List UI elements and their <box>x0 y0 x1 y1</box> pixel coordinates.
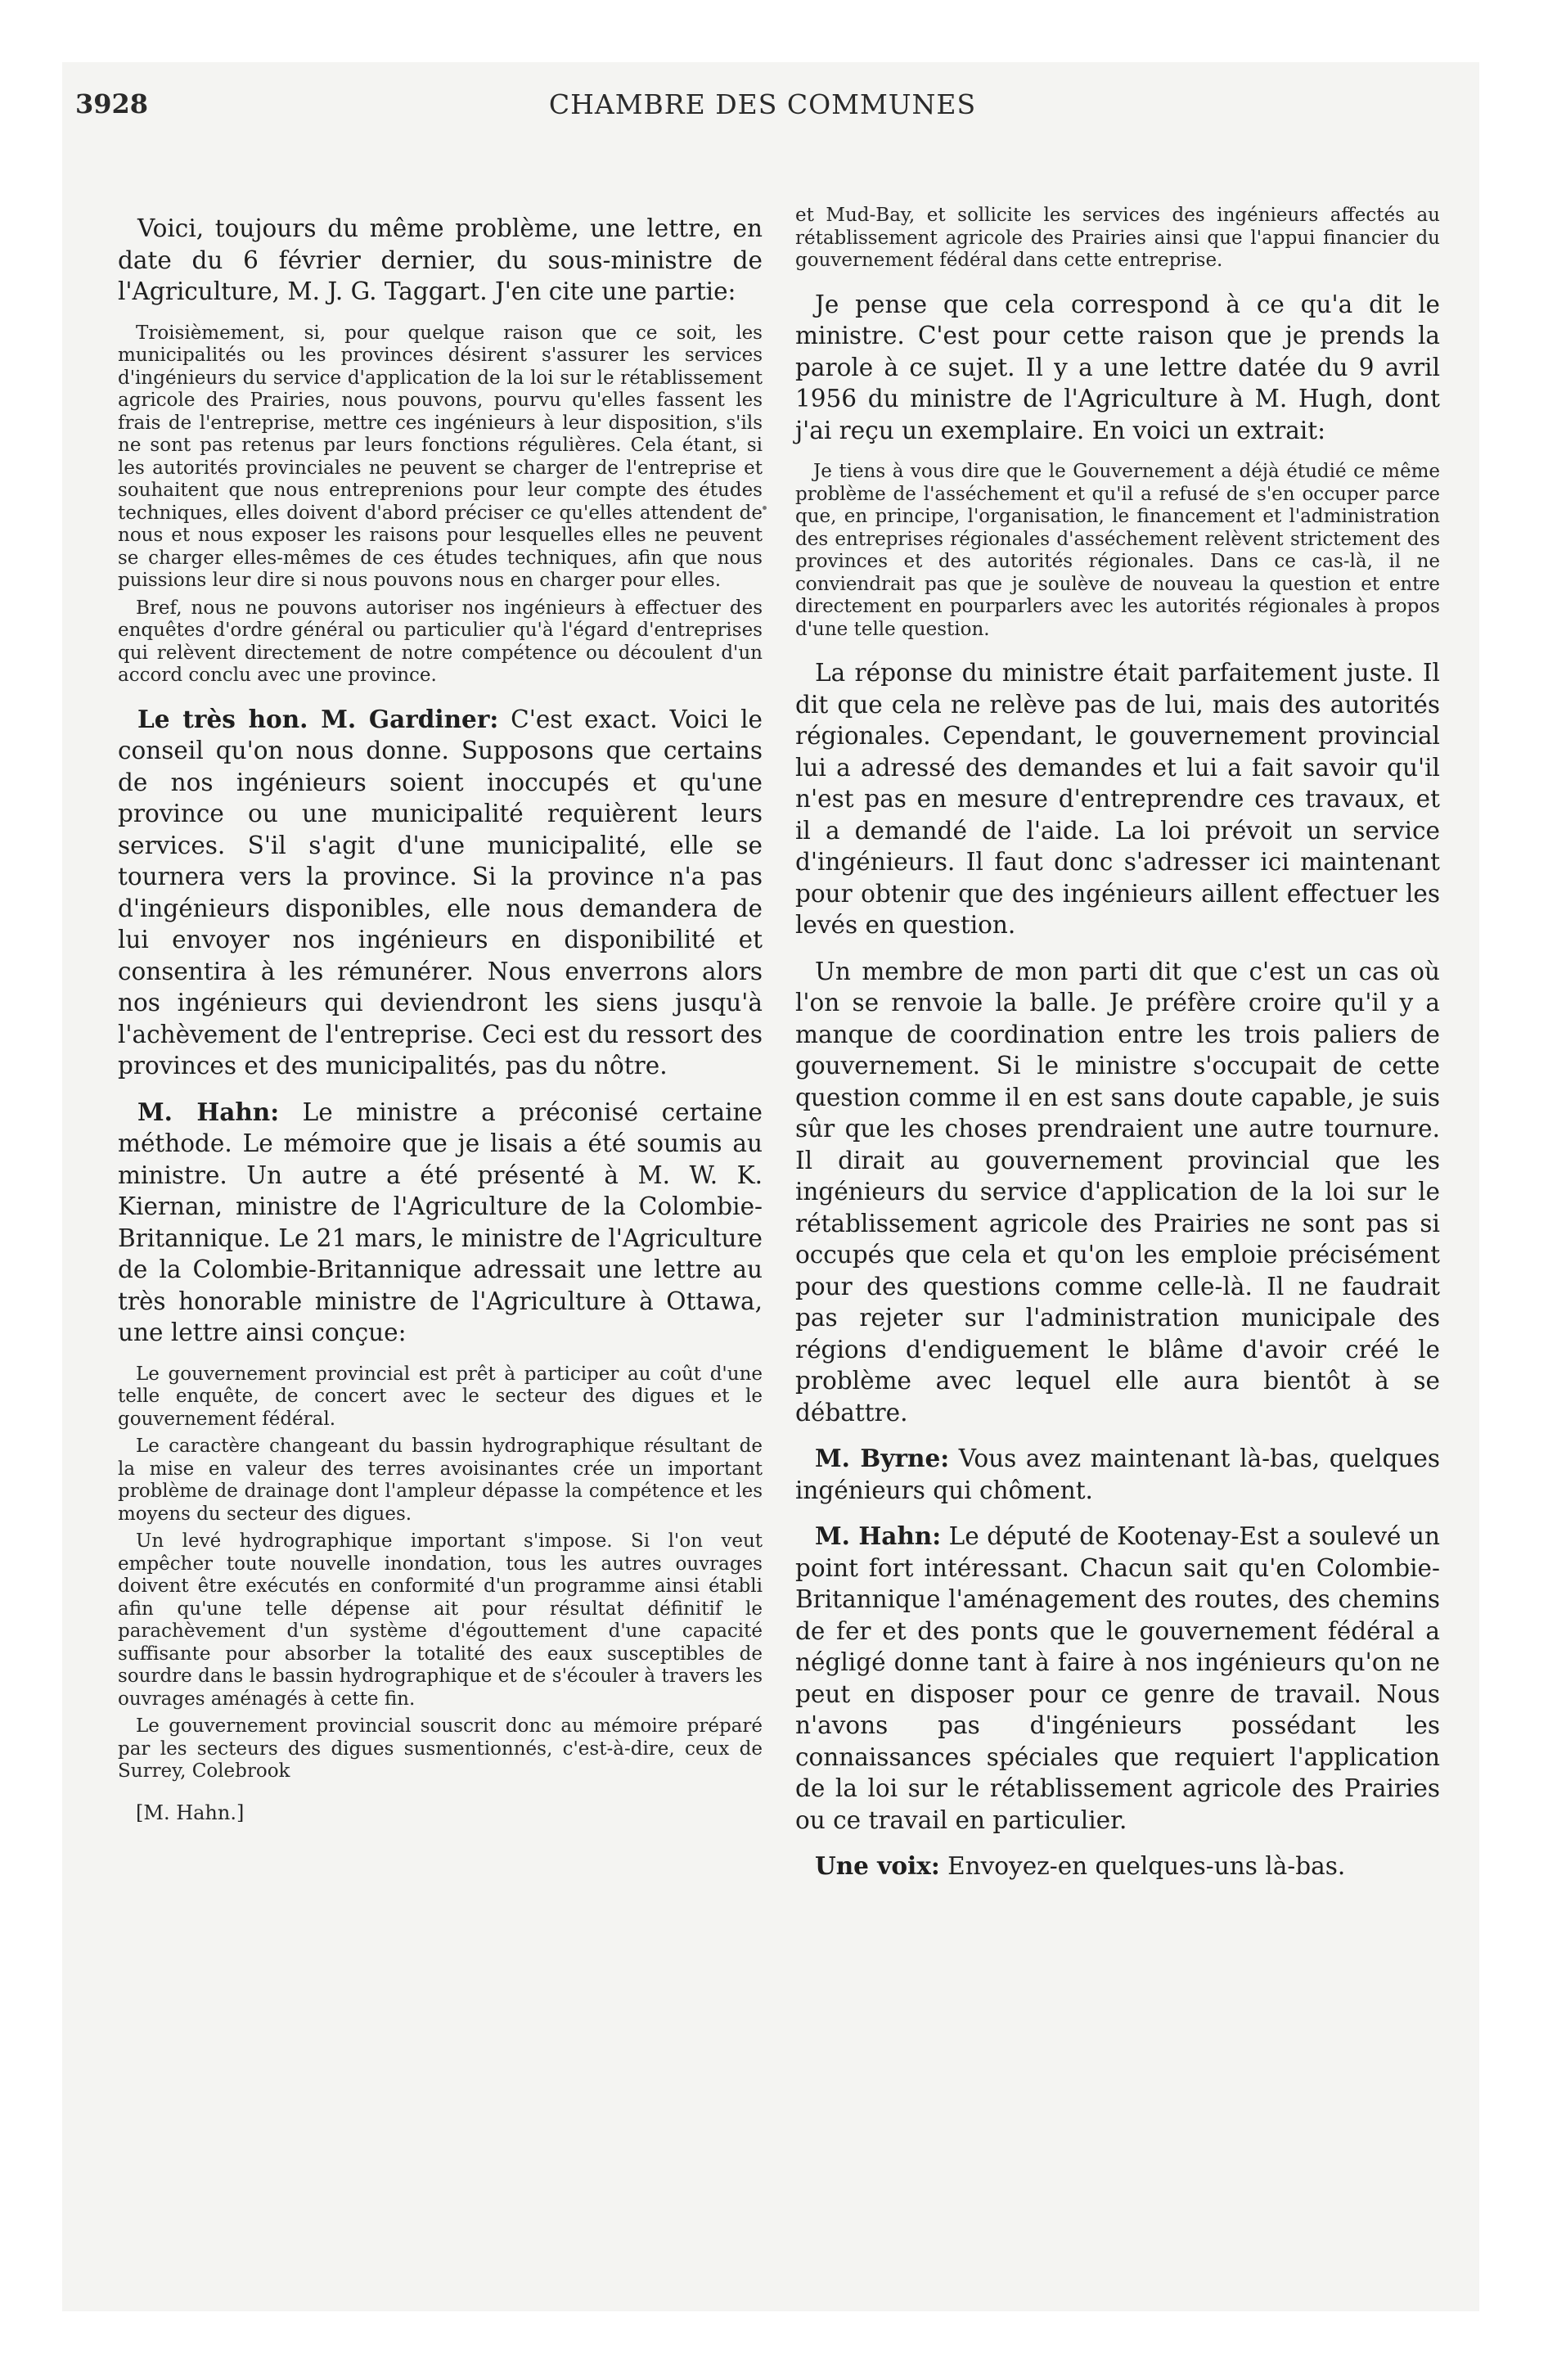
speech-paragraph <box>795 1850 1440 1882</box>
paragraph: Voici, toujours du même problème, une lettre, en date du 6 février dernier, du sous-ministre de l'Agriculture, M. J. G. Taggart. J'en cite une partie: <box>118 214 763 305</box>
paragraph: Un membre de mon parti dit que c'est un cas où l'on se renvoie la balle. Je préfère croire qu'il y a manque de coordination entre les trois paliers de gouvernement. Si le ministre s'occupait de cette question comme il en est sans doute capable, je suis sûr que les choses prendraient une autre tournure. Il dirait au gouvernement provincial que les ingénieurs du service d'application de la loi sur le rétablissement agricole des Prairies ne sont pas si occupés que cela et qu'on les emploie précisément pour des questions comme celle-là. Il ne faudrait pas rejeter sur l'administration municipale des régions d'endiguement le blâme d'avoir créé le problème avec lequel elle aura bientôt à se débattre. <box>795 957 1440 1427</box>
quoted-letter-paragraph: Bref, nous ne pouvons autoriser nos ingénieurs à effectuer des enquêtes d'ordre général ou particulier qu'à l'égard d'entreprises qui relèvent directement de notre compétence ou découlent d'un accord conclu avec une province. <box>118 597 763 686</box>
speech-text: Vous avez maintenant là-bas, quelques ingénieurs qui chôment. <box>795 1445 1440 1504</box>
speech-text: Le député de Kootenay-Est a soulevé un point fort intéressant. Chacun sait qu'en Colombie-Britannique l'aménagement des routes, des chemins de fer et des ponts que le gouvernement fédéral a négligé donne tant à faire à nos ingénieurs qu'on ne peut en disposer pour ce genre de travail. Nous n'avons pas d'ingénieurs possédant les connaissances spéciales que requiert l'application de la loi sur le rétablissement agricole des Prairies ou ce travail en particulier. <box>795 1522 1440 1834</box>
speaker-attribution: [M. Hahn.] <box>136 1801 245 1824</box>
quoted-letter-paragraph: Le caractère changeant du bassin hydrographique résultant de la mise en valeur des terres avoisinantes crée un important problème de drainage dont l'ampleur dépasse la compétence et les moyens du secteur des digues. <box>118 1436 763 1525</box>
speaker-name: M. Byrne: <box>815 1444 950 1472</box>
speaker-name: Le très hon. M. Gardiner: <box>137 704 499 733</box>
page-header <box>75 88 1450 137</box>
speech-text: Le ministre a préconisé certaine méthode. Le mémoire que je lisais a été soumis au ministre. Un autre a été présenté à M. W. K. Kiernan, ministre de l'Agriculture de la Colombie-Britannique. Le 21 mars, le ministre de l'Agriculture de la Colombie-Britannique adressait une lettre au très honorable ministre de l'Agriculture à Ottawa, une lettre ainsi conçue: <box>118 1098 763 1346</box>
speech-paragraph <box>118 1097 763 1349</box>
running-title: CHAMBRE DES COMMUNES <box>548 88 977 120</box>
quoted-letter-paragraph: Le gouvernement provincial souscrit donc au mémoire préparé par les secteurs des digues susmentionnés, c'est-à-dire, ceux de Surrey, Colebrook <box>118 1715 763 1782</box>
quoted-letter-paragraph: Un levé hydrographique important s'impose. Si l'on veut empêcher toute nouvelle inondation, tous les autres ouvrages doivent être exécutés en conformité d'un programme ainsi établi afin qu'une telle dépense ait pour résultat définitif le parachèvement d'un système d'égouttement d'une capacité suffisante pour absorber la totalité des eaux susceptibles de sourdre dans le bassin hydrographique et de s'écouler à travers les ouvrages aménagés à cette fin. <box>118 1530 763 1710</box>
speech-paragraph <box>795 1521 1440 1836</box>
quoted-letter-paragraph: Je tiens à vous dire que le Gouvernement a déjà étudié ce même problème de l'asséchement et qu'il a refusé de s'en occuper parce que, en principe, l'organisation, le financement et l'administration des entreprises régionales d'asséchement relèvent strictement des provinces et des autorités régionales. Dans ce cas-là, il ne conviendrait pas que je soulève de nouveau la question et entre directement en pourparlers avec les autorités régionales à propos d'une telle question. <box>795 461 1440 640</box>
speaker-name: M. Hahn: <box>137 1097 280 1126</box>
left-column <box>118 213 763 1824</box>
page-number: 3928 <box>75 88 149 119</box>
speaker-name: M. Hahn: <box>815 1521 942 1550</box>
paragraph: La réponse du ministre était parfaitement juste. Il dit que cela ne relève pas de lui, mais des autorités régionales. Cependant, le gouvernement provincial lui a adressé des demandes et lui a fait savoir qu'il n'est pas en mesure d'entreprendre ces travaux, et il a demandé de l'aide. La loi prévoit un service d'ingénieurs. Il faut donc s'adresser ici maintenant pour obtenir que des ingénieurs aillent effectuer les levés en question. <box>795 659 1440 939</box>
speaker-name: Une voix: <box>815 1851 940 1880</box>
speech-text: Envoyez-en quelques-uns là-bas. <box>939 1852 1346 1880</box>
speech-text: C'est exact. Voici le conseil qu'on nous donne. Supposons que certains de nos ingénieurs soient inoccupés et qu'une province ou une municipalité requièrent leurs services. S'il s'agit d'une municipalité, elle se tournera vers la province. Si la province n'a pas d'ingénieurs disponibles, elle nous demandera de lui envoyer nos ingénieurs en disponibilité et consentira à les rémunérer. Nous enverrons alors nos ingénieurs qui deviendront les siens jusqu'à l'achèvement de l'entreprise. Ceci est du ressort des provinces et des municipalités, pas du nôtre. <box>118 705 763 1080</box>
quoted-letter-paragraph: et Mud-Bay, et sollicite les services des ingénieurs affectés au rétablissement agricole des Prairies ainsi que l'appui financier du gouvernement fédéral dans cette entreprise. <box>795 205 1440 271</box>
right-column <box>795 205 1440 1897</box>
quoted-letter-paragraph: Le gouvernement provincial est prêt à participer au coût d'une telle enquête, de concert avec le secteur des digues et le gouvernement fédéral. <box>118 1363 763 1430</box>
speech-paragraph <box>118 704 763 1082</box>
paragraph: Je pense que cela correspond à ce qu'a dit le ministre. C'est pour cette raison que je prends la parole à ce sujet. Il y a une lettre datée du 9 avril 1956 du ministre de l'Agriculture à M. Hugh, dont j'ai reçu un exemplaire. En voici un extrait: <box>795 290 1440 444</box>
speech-paragraph <box>795 1443 1440 1506</box>
quoted-letter-paragraph: Troisièmement, si, pour quelque raison que ce soit, les municipalités ou les provinces désirent s'assurer les services d'ingénieurs du service d'application de la loi sur le rétablissement agricole des Prairies, nous pouvons, pourvu qu'elles fassent les frais de l'entreprise, mettre ces ingénieurs à leur disposition, s'ils ne sont pas retenus par leurs fonctions régulières. Cela étant, si les autorités provinciales ne peuvent se charger de l'entreprise et souhaitent que nous entreprenions pour leur compte des études techniques, elles doivent d'abord préciser ce qu'elles attendent de nous et nous exposer les raisons pour lesquelles elles ne peuvent se charger elles-mêmes de ces études techniques, afin que nous puissions leur dire si nous pouvons nous en charger pour elles. <box>118 322 763 591</box>
margin-dot <box>763 506 767 510</box>
